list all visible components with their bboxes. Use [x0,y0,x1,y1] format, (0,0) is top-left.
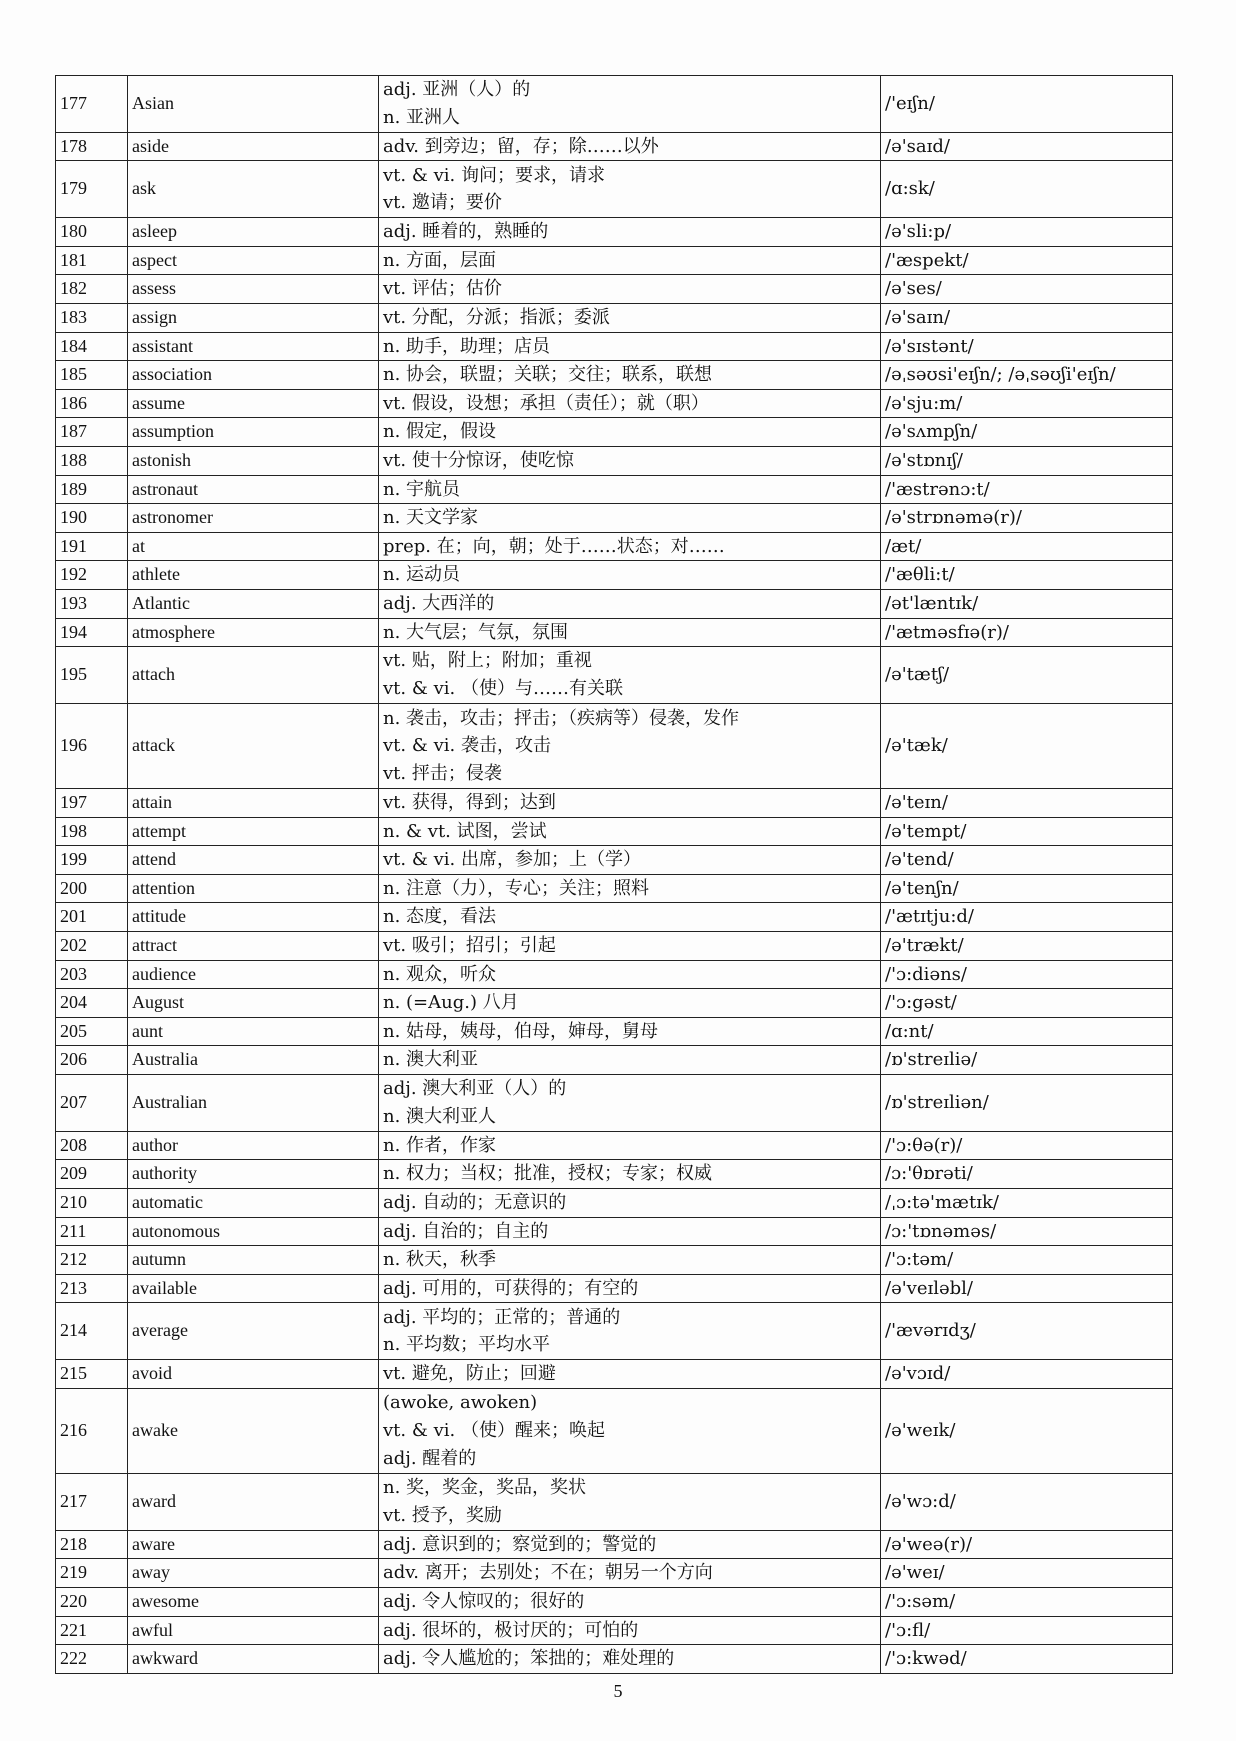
entry-definition [379,1388,881,1473]
entry-phonetic: /əˌsəʊsi'eɪʃn/; /əˌsəʊʃi'eɪʃn/ [881,361,1173,390]
vocab-row [56,1189,1173,1218]
entry-definition [379,532,881,561]
vocab-row [56,1017,1173,1046]
entry-number: 199 [56,846,128,875]
vocab-row [56,703,1173,788]
vocab-row [56,1217,1173,1246]
entry-phonetic: /'ɔ:təm/ [881,1246,1173,1275]
definition-line: n. 观众，听众 [383,963,497,985]
entry-phonetic: /ət'læntɪk/ [881,589,1173,618]
entry-definition [379,275,881,304]
vocab-row [56,1645,1173,1674]
definition-line: n. 姑母，姨母，伯母，婶母，舅母 [383,1020,659,1042]
entry-phonetic: /'ætməsfɪə(r)/ [881,618,1173,647]
entry-word: average [128,1303,379,1360]
definition-line: n. 秋天，秋季 [383,1249,497,1271]
entry-phonetic: /ə'sli:p/ [881,218,1173,247]
entry-word: Australian [128,1075,379,1132]
entry-definition [379,1303,881,1360]
entry-phonetic: /ə'trækt/ [881,932,1173,961]
entry-word: author [128,1131,379,1160]
entry-number: 184 [56,332,128,361]
entry-definition [379,303,881,332]
vocab-row [56,789,1173,818]
vocab-row [56,1587,1173,1616]
entry-word: astronomer [128,504,379,533]
entry-definition [379,1473,881,1530]
entry-phonetic: /æt/ [881,532,1173,561]
definition-line: vt. 贴，附上；附加；重视 [383,650,592,672]
entry-word: aunt [128,1017,379,1046]
definition-line: vt. 使十分惊讶，使吃惊 [383,449,574,471]
entry-word: available [128,1274,379,1303]
entry-number: 200 [56,874,128,903]
entry-phonetic: /'æspekt/ [881,246,1173,275]
entry-number: 179 [56,161,128,218]
definition-line: adv. 到旁边；留，存；除……以外 [383,135,659,157]
definition-line: n. 运动员 [383,564,461,586]
entry-word: autonomous [128,1217,379,1246]
definition-line: vt. 获得，得到；达到 [383,792,556,814]
definition-line: adj. 意识到的；察觉到的；警觉的 [383,1533,657,1555]
entry-phonetic: /ɒ'streɪliən/ [881,1075,1173,1132]
entry-word: attract [128,932,379,961]
entry-number: 216 [56,1388,128,1473]
vocabulary-table-body [56,76,1173,1674]
entry-number: 203 [56,960,128,989]
definition-line: n. (=Aug.) 八月 [383,992,519,1014]
definition-line: vt. 抨击；侵袭 [383,762,502,784]
entry-word: attend [128,846,379,875]
vocab-row [56,817,1173,846]
entry-word: August [128,989,379,1018]
entry-phonetic: /ə'sju:m/ [881,389,1173,418]
entry-word: attempt [128,817,379,846]
entry-number: 210 [56,1189,128,1218]
entry-phonetic: /ə'sɪstənt/ [881,332,1173,361]
entry-number: 212 [56,1246,128,1275]
entry-number: 213 [56,1274,128,1303]
definition-line: adj. 可用的，可获得的；有空的 [383,1277,639,1299]
entry-phonetic: /ə'weɪk/ [881,1388,1173,1473]
definition-line: adj. 醒着的 [383,1447,477,1469]
definition-line: n. 助手，助理；店员 [383,335,551,357]
entry-definition [379,1587,881,1616]
entry-definition [379,1189,881,1218]
entry-definition [379,332,881,361]
entry-word: away [128,1559,379,1588]
entry-number: 209 [56,1160,128,1189]
definition-line: n. 袭击，攻击；抨击；（疾病等）侵袭，发作 [383,707,740,729]
definition-line: adj. 令人尴尬的；笨拙的；难处理的 [383,1648,675,1670]
entry-definition [379,647,881,704]
entry-definition [379,817,881,846]
entry-number: 194 [56,618,128,647]
entry-word: attain [128,789,379,818]
entry-word: audience [128,960,379,989]
entry-word: awake [128,1388,379,1473]
entry-definition [379,1360,881,1389]
entry-number: 215 [56,1360,128,1389]
entry-phonetic: /'ætɪtju:d/ [881,903,1173,932]
entry-phonetic: /'ɔ:səm/ [881,1587,1173,1616]
entry-phonetic: /ɑ:nt/ [881,1017,1173,1046]
entry-word: aside [128,132,379,161]
entry-definition [379,1274,881,1303]
entry-definition [379,446,881,475]
vocab-row [56,903,1173,932]
definition-line: n. & vt. 试图，尝试 [383,820,547,842]
entry-definition [379,989,881,1018]
entry-word: ask [128,161,379,218]
vocab-row [56,1274,1173,1303]
entry-word: award [128,1473,379,1530]
entry-phonetic: /ə'tend/ [881,846,1173,875]
vocab-row [56,275,1173,304]
entry-word: assign [128,303,379,332]
entry-phonetic: /ə'weə(r)/ [881,1530,1173,1559]
vocab-row [56,504,1173,533]
entry-definition [379,161,881,218]
entry-number: 217 [56,1473,128,1530]
entry-phonetic: /'æstrənɔ:t/ [881,475,1173,504]
entry-word: aware [128,1530,379,1559]
definition-line: vt. 邀请；要价 [383,192,502,214]
entry-number: 219 [56,1559,128,1588]
entry-word: attitude [128,903,379,932]
entry-definition [379,1217,881,1246]
entry-number: 182 [56,275,128,304]
entry-number: 181 [56,246,128,275]
entry-number: 185 [56,361,128,390]
vocabulary-table [55,75,1173,1674]
entry-phonetic: /'ɔ:diəns/ [881,960,1173,989]
entry-number: 188 [56,446,128,475]
entry-number: 198 [56,817,128,846]
entry-definition [379,1246,881,1275]
definition-line: adj. 令人惊叹的；很好的 [383,1590,585,1612]
entry-word: avoid [128,1360,379,1389]
entry-number: 221 [56,1616,128,1645]
vocab-row [56,874,1173,903]
entry-definition [379,1645,881,1674]
entry-definition [379,418,881,447]
entry-word: asleep [128,218,379,247]
vocab-row [56,1473,1173,1530]
definition-line: vt. 授予，奖励 [383,1504,502,1526]
entry-definition [379,1017,881,1046]
entry-number: 205 [56,1017,128,1046]
entry-phonetic: /ə'wɔ:d/ [881,1473,1173,1530]
vocab-row [56,1246,1173,1275]
definition-line: adj. 很坏的，极讨厌的；可怕的 [383,1619,639,1641]
vocab-row [56,1388,1173,1473]
vocab-row [56,1303,1173,1360]
vocab-row [56,1530,1173,1559]
vocab-row [56,618,1173,647]
entry-number: 206 [56,1046,128,1075]
vocab-row [56,446,1173,475]
entry-definition [379,589,881,618]
entry-number: 190 [56,504,128,533]
entry-number: 186 [56,389,128,418]
entry-word: atmosphere [128,618,379,647]
entry-phonetic: /'ɔ:gəst/ [881,989,1173,1018]
definition-line: adj. 亚洲（人）的 [383,79,531,101]
definition-line: (awoke, awoken) [383,1392,538,1414]
vocab-row [56,647,1173,704]
definition-line: n. 澳大利亚 [383,1049,479,1071]
entry-definition [379,1530,881,1559]
vocab-row [56,1160,1173,1189]
definition-line: vt. 分配，分派；指派；委派 [383,306,610,328]
entry-phonetic: /ə'veɪləbl/ [881,1274,1173,1303]
entry-phonetic: /ə'weɪ/ [881,1559,1173,1588]
definition-line: vt. 假设，设想；承担（责任）；就（职） [383,392,709,414]
entry-definition [379,475,881,504]
entry-definition [379,504,881,533]
entry-phonetic: /ə'sʌmpʃn/ [881,418,1173,447]
definition-line: n. 态度，看法 [383,906,497,928]
entry-number: 201 [56,903,128,932]
definition-line: n. 天文学家 [383,507,479,529]
entry-number: 211 [56,1217,128,1246]
definition-line: prep. 在；向，朝；处于……状态；对…… [383,535,725,557]
page-number: 5 [613,1681,623,1701]
definition-line: vt. & vi. 袭击，攻击 [383,735,551,757]
definition-line: n. 假定，假设 [383,421,497,443]
entry-word: astonish [128,446,379,475]
entry-word: awkward [128,1645,379,1674]
entry-phonetic: /'eɪʃn/ [881,76,1173,133]
entry-number: 177 [56,76,128,133]
vocab-row [56,332,1173,361]
entry-definition [379,1075,881,1132]
entry-phonetic: /ə'saɪn/ [881,303,1173,332]
entry-word: attention [128,874,379,903]
entry-definition [379,1616,881,1645]
entry-number: 207 [56,1075,128,1132]
entry-number: 189 [56,475,128,504]
entry-definition [379,1046,881,1075]
vocab-row [56,1075,1173,1132]
entry-word: athlete [128,561,379,590]
entry-word: attach [128,647,379,704]
vocab-row [56,361,1173,390]
definition-line: n. 澳大利亚人 [383,1105,497,1127]
entry-definition [379,561,881,590]
definition-line: adj. 澳大利亚（人）的 [383,1078,567,1100]
entry-definition [379,218,881,247]
vocab-row [56,161,1173,218]
vocab-row [56,475,1173,504]
entry-word: autumn [128,1246,379,1275]
entry-definition [379,703,881,788]
entry-phonetic: /ə'ses/ [881,275,1173,304]
definition-line: adj. 平均的；正常的；普通的 [383,1306,621,1328]
entry-definition [379,246,881,275]
entry-word: automatic [128,1189,379,1218]
entry-definition [379,618,881,647]
entry-phonetic: /'ɔ:θə(r)/ [881,1131,1173,1160]
entry-number: 178 [56,132,128,161]
entry-number: 193 [56,589,128,618]
entry-phonetic: /ə'teɪn/ [881,789,1173,818]
entry-number: 220 [56,1587,128,1616]
definition-line: vt. & vi. 询问；要求，请求 [383,164,605,186]
entry-phonetic: /ə'tenʃn/ [881,874,1173,903]
vocab-row [56,846,1173,875]
definition-line: n. 注意（力），专心；关注；照料 [383,877,650,899]
entry-word: awesome [128,1587,379,1616]
vocab-row [56,303,1173,332]
entry-definition [379,1131,881,1160]
entry-definition [379,389,881,418]
entry-phonetic: /ə'saɪd/ [881,132,1173,161]
definition-line: vt. 吸引；招引；引起 [383,935,556,957]
entry-phonetic: /'ɔ:fl/ [881,1616,1173,1645]
definition-line: n. 协会，联盟；关联；交往；联系，联想 [383,364,713,386]
entry-word: assess [128,275,379,304]
definition-line: n. 权力；当权；批准，授权；专家；权威 [383,1163,713,1185]
entry-phonetic: /ə'strɒnəmə(r)/ [881,504,1173,533]
entry-definition [379,789,881,818]
definition-line: vt. & vi. （使）醒来；唤起 [383,1420,605,1442]
entry-definition [379,846,881,875]
definition-line: n. 作者，作家 [383,1134,497,1156]
entry-definition [379,361,881,390]
entry-phonetic: /ə'vɔɪd/ [881,1360,1173,1389]
entry-number: 208 [56,1131,128,1160]
entry-word: authority [128,1160,379,1189]
entry-number: 197 [56,789,128,818]
vocab-row [56,132,1173,161]
vocab-row [56,1131,1173,1160]
entry-word: assumption [128,418,379,447]
vocab-row [56,532,1173,561]
vocab-row [56,932,1173,961]
vocab-row [56,1616,1173,1645]
definition-line: vt. 避免，防止；回避 [383,1363,556,1385]
entry-number: 202 [56,932,128,961]
definition-line: vt. 评估；估价 [383,278,502,300]
entry-number: 204 [56,989,128,1018]
vocab-row [56,389,1173,418]
definition-line: n. 大气层；气氛，氛围 [383,621,569,643]
vocab-row [56,561,1173,590]
definition-line: n. 宇航员 [383,478,461,500]
vocab-row [56,246,1173,275]
definition-line: n. 方面，层面 [383,249,497,271]
entry-word: Atlantic [128,589,379,618]
entry-word: Australia [128,1046,379,1075]
entry-number: 222 [56,1645,128,1674]
entry-definition [379,932,881,961]
entry-number: 192 [56,561,128,590]
definition-line: adj. 自治的；自主的 [383,1220,549,1242]
entry-phonetic: /'ɔ:kwəd/ [881,1645,1173,1674]
entry-word: aspect [128,246,379,275]
entry-phonetic: /ɔ:'tɒnəməs/ [881,1217,1173,1246]
entry-number: 214 [56,1303,128,1360]
definition-line: adj. 大西洋的 [383,592,495,614]
entry-word: attack [128,703,379,788]
entry-definition [379,903,881,932]
entry-phonetic: /ə'tætʃ/ [881,647,1173,704]
entry-phonetic: /ə'tæk/ [881,703,1173,788]
entry-number: 195 [56,647,128,704]
vocab-row [56,1559,1173,1588]
definition-line: vt. & vi. 出席，参加；上（学） [383,849,641,871]
entry-definition [379,1160,881,1189]
entry-phonetic: /ə'tempt/ [881,817,1173,846]
entry-phonetic: /ɔ:'θɒrəti/ [881,1160,1173,1189]
entry-word: astronaut [128,475,379,504]
entry-definition [379,1559,881,1588]
entry-number: 180 [56,218,128,247]
entry-phonetic: /'æθli:t/ [881,561,1173,590]
vocab-row [56,218,1173,247]
entry-definition [379,76,881,133]
entry-phonetic: /ˌɔ:tə'mætɪk/ [881,1189,1173,1218]
entry-phonetic: /ɑ:sk/ [881,161,1173,218]
entry-phonetic: /ɒ'streɪliə/ [881,1046,1173,1075]
entry-number: 187 [56,418,128,447]
vocab-row [56,1046,1173,1075]
entry-word: Asian [128,76,379,133]
entry-number: 196 [56,703,128,788]
entry-word: assistant [128,332,379,361]
entry-number: 218 [56,1530,128,1559]
entry-word: assume [128,389,379,418]
entry-number: 183 [56,303,128,332]
entry-definition [379,874,881,903]
entry-word: at [128,532,379,561]
definition-line: n. 平均数；平均水平 [383,1334,551,1356]
entry-phonetic: /ə'stɒnɪʃ/ [881,446,1173,475]
entry-word: awful [128,1616,379,1645]
entry-number: 191 [56,532,128,561]
definition-line: adj. 睡着的，熟睡的 [383,221,549,243]
definition-line: adj. 自动的；无意识的 [383,1192,567,1213]
definition-line: adv. 离开；去别处；不在；朝另一个方向 [383,1562,713,1584]
vocab-row [56,989,1173,1018]
entry-phonetic: /'ævərɪdʒ/ [881,1303,1173,1360]
definition-line: vt. & vi. （使）与……有关联 [383,677,623,699]
vocab-row [56,589,1173,618]
vocab-row [56,960,1173,989]
entry-definition [379,960,881,989]
entry-definition [379,132,881,161]
vocab-row [56,76,1173,133]
vocab-row [56,418,1173,447]
definition-line: n. 亚洲人 [383,106,461,128]
vocab-row [56,1360,1173,1389]
definition-line: n. 奖，奖金，奖品，奖状 [383,1477,587,1499]
entry-word: association [128,361,379,390]
